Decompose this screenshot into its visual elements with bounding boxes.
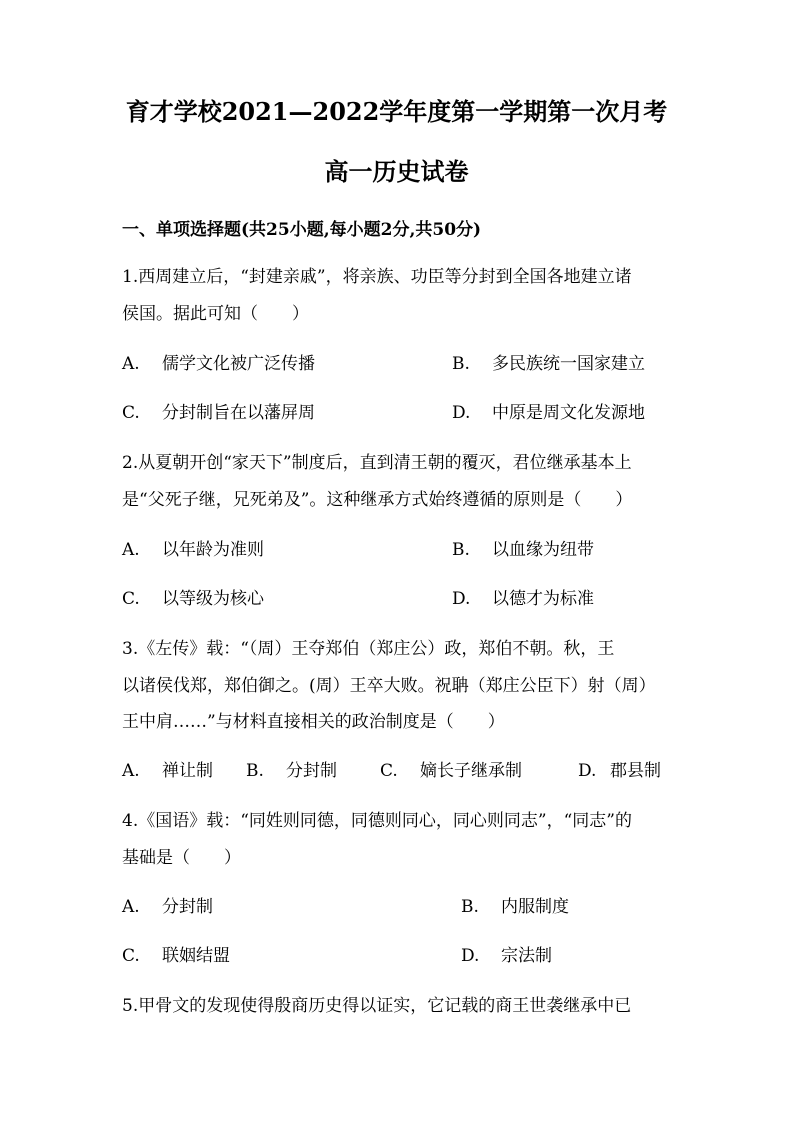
option-text: 以等级为核心 bbox=[162, 589, 264, 609]
question-2-option-c bbox=[122, 586, 264, 612]
option-text: 分封制 bbox=[162, 897, 213, 917]
question-5-line-1: 5.甲骨文的发现使得殷商历史得以证实，它记载的商王世袭继承中已 bbox=[122, 996, 632, 1016]
option-text: 联姻结盟 bbox=[162, 946, 230, 966]
question-4-option-b bbox=[461, 894, 569, 920]
option-text: 分封制旨在以藩屏周 bbox=[162, 403, 315, 423]
question-3-option-d bbox=[578, 758, 661, 784]
exam-title: 育才学校2021—2022学年度第一学期第一次月考 bbox=[125, 97, 668, 126]
question-4-line-1: 4.《国语》载：“同姓则同德，同德则同心，同心则同志”，“同志”的 bbox=[122, 811, 632, 831]
question-2-line-1: 2.从夏朝开创“家天下”制度后，直到清王朝的覆灭，君位继承基本上 bbox=[122, 453, 632, 473]
question-1-option-d bbox=[452, 400, 645, 426]
option-letter: B. bbox=[452, 354, 470, 374]
option-text: 分封制 bbox=[286, 761, 337, 781]
option-letter: A. bbox=[122, 897, 140, 917]
question-1-option-a bbox=[122, 351, 315, 377]
question-1-line-1: 1.西周建立后，“封建亲戚”，将亲族、功臣等分封到全国各地建立诸 bbox=[122, 267, 632, 287]
question-1-option-b bbox=[452, 351, 645, 377]
option-text: 宗法制 bbox=[501, 946, 552, 966]
option-letter: A. bbox=[122, 354, 140, 374]
option-letter: D. bbox=[452, 589, 471, 609]
question-3-line-1: 3.《左传》载：“（周）王夺郑伯（郑庄公）政，郑伯不朝。秋，王 bbox=[122, 639, 615, 659]
option-letter: D. bbox=[461, 946, 480, 966]
option-letter: B. bbox=[246, 761, 264, 781]
question-4-option-c bbox=[122, 943, 230, 969]
option-text: 以血缘为纽带 bbox=[492, 540, 594, 560]
option-letter: C. bbox=[122, 589, 140, 609]
question-2-option-d bbox=[452, 586, 594, 612]
option-text: 中原是周文化发源地 bbox=[492, 403, 645, 423]
option-letter: B. bbox=[452, 540, 470, 560]
question-3-option-a bbox=[122, 758, 213, 784]
option-text: 禅让制 bbox=[162, 761, 213, 781]
option-text: 以年龄为准则 bbox=[162, 540, 264, 560]
option-text: 儒学文化被广泛传播 bbox=[162, 354, 315, 374]
option-letter: A. bbox=[122, 761, 140, 781]
question-3-option-c bbox=[380, 758, 522, 784]
option-letter: C. bbox=[122, 403, 140, 423]
question-4-option-d bbox=[461, 943, 552, 969]
option-text: 以德才为标准 bbox=[492, 589, 594, 609]
question-3-option-b bbox=[246, 758, 337, 784]
option-letter: C. bbox=[380, 761, 398, 781]
question-3-line-2: 以诸侯伐郑，郑伯御之。(周）王卒大败。祝聃（郑庄公臣下）射（周） bbox=[122, 676, 656, 696]
option-letter: D. bbox=[452, 403, 471, 423]
exam-subtitle: 高一历史试卷 bbox=[324, 157, 469, 186]
question-2-line-2: 是“父死子继，兄死弟及”。这种继承方式始终遵循的原则是（ ） bbox=[122, 490, 633, 510]
option-letter: C. bbox=[122, 946, 140, 966]
question-2-option-a bbox=[122, 537, 264, 563]
option-text: 嫡长子继承制 bbox=[420, 761, 522, 781]
question-4-option-a bbox=[122, 894, 213, 920]
section-heading: 一、单项选择题(共25小题,每小题2分,共50分) bbox=[122, 220, 482, 240]
option-letter: A. bbox=[122, 540, 140, 560]
question-1-line-2: 侯国。据此可知（ ） bbox=[122, 304, 309, 324]
option-text: 郡县制 bbox=[610, 761, 661, 781]
option-letter: B. bbox=[461, 897, 479, 917]
option-text: 多民族统一国家建立 bbox=[492, 354, 645, 374]
question-2-option-b bbox=[452, 537, 594, 563]
option-letter: D. bbox=[578, 761, 597, 781]
option-text: 内服制度 bbox=[501, 897, 569, 917]
question-1-option-c bbox=[122, 400, 315, 426]
question-3-line-3: 王中肩……”与材料直接相关的政治制度是（ ） bbox=[122, 712, 505, 732]
question-4-line-2: 基础是（ ） bbox=[122, 848, 241, 868]
